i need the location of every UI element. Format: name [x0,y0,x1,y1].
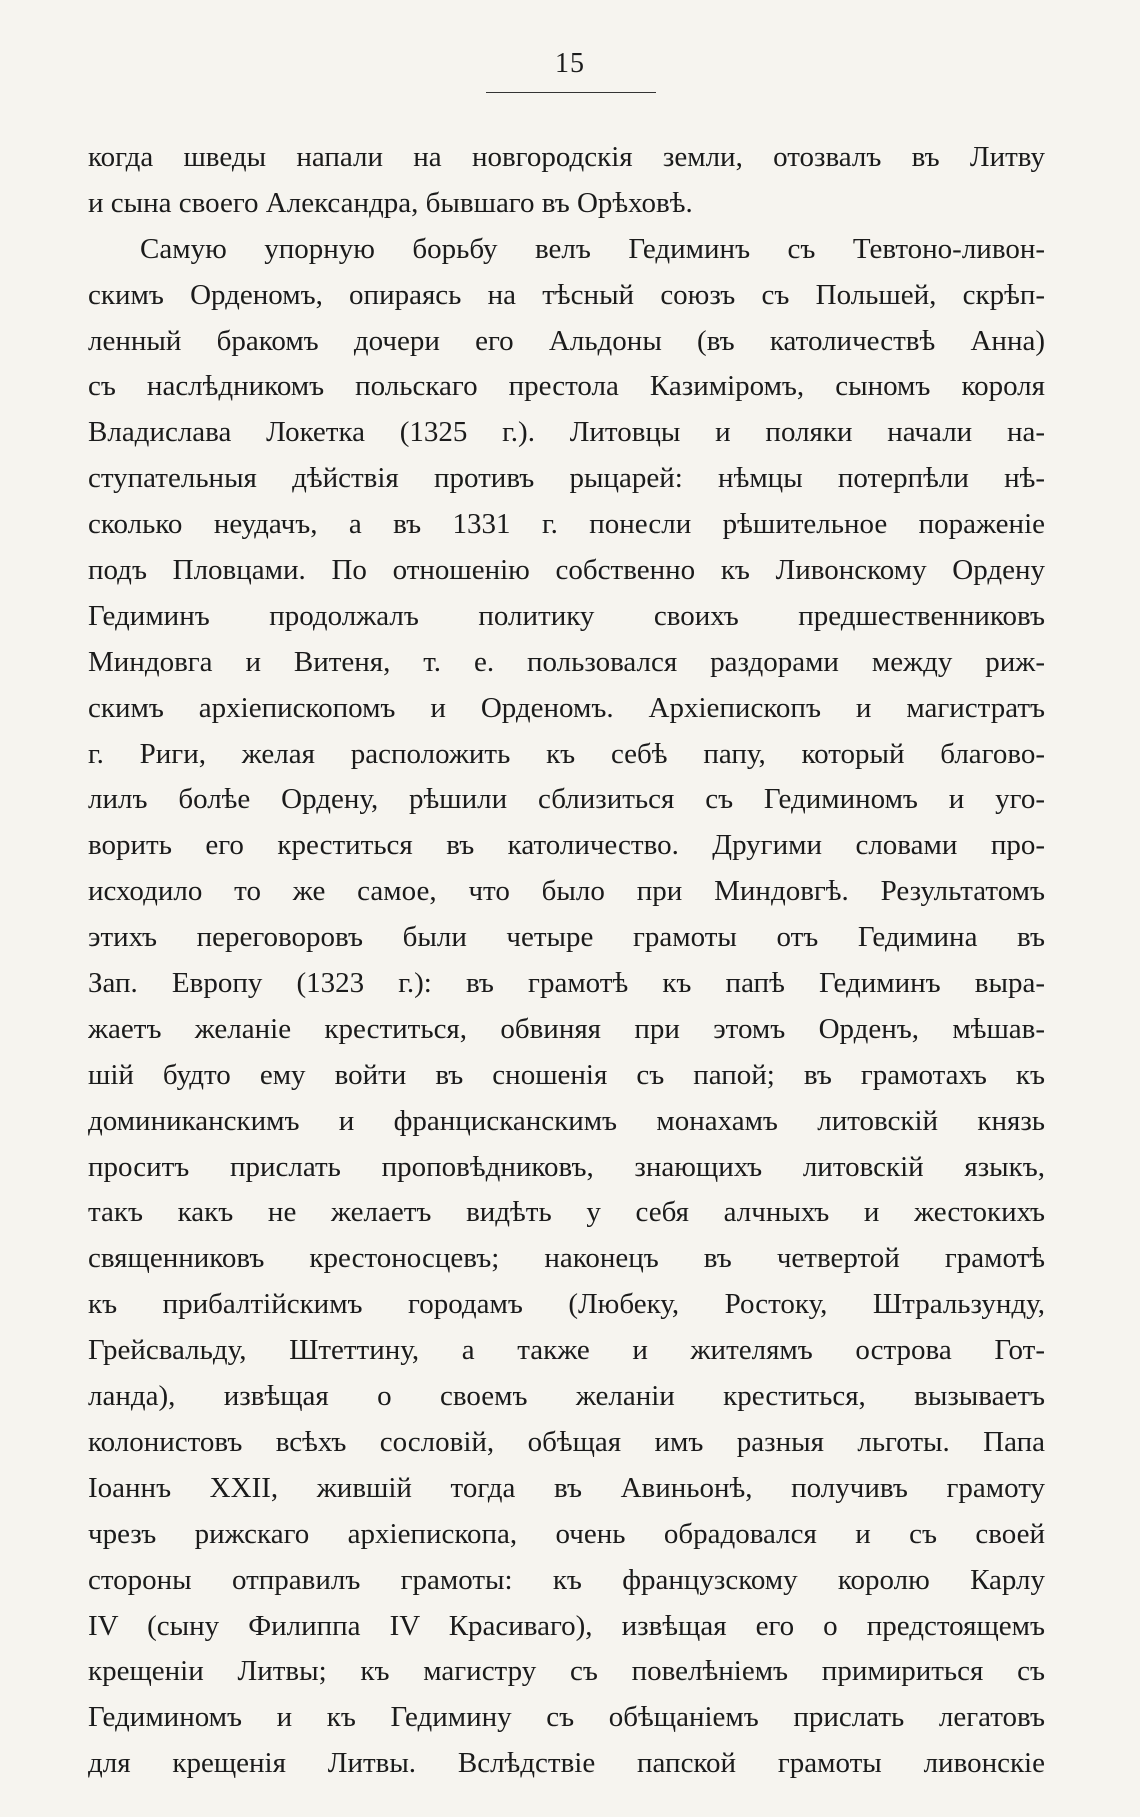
text-line: къ прибалтійскимъ городамъ (Любеку, Ростоку, Штральзунду, [88,1288,1045,1321]
text-line: Гедиминъ продолжалъ политику своихъ предшественниковъ [88,599,1045,632]
body-text [88,135,1045,1787]
text-line: чрезъ рижскаго архіепископа, очень обрадовался и съ своей [88,1517,1045,1550]
text-line: стороны отправилъ грамоты: къ французскому королю Карлу [88,1563,1045,1596]
text-line: исходило то же самое, что было при Миндовгѣ. Результатомъ [88,875,1045,908]
text-line: Владислава Локетка (1325 г.). Литовцы и поляки начали на- [88,416,1045,449]
text-line: такъ какъ не желаетъ видѣть у себя алчныхъ и жестокихъ [88,1196,1045,1229]
text-line: священниковъ крестоносцевъ; наконецъ въ четвертой грамотѣ [88,1242,1045,1275]
text-line: этихъ переговоровъ были четыре грамоты отъ Гедимина въ [88,921,1045,954]
text-line: колонистовъ всѣхъ сословій, обѣщая имъ разныя льготы. Папа [88,1425,1045,1458]
page-number: 15 [555,48,585,79]
text-line: для крещенія Литвы. Вслѣдствіе папской грамоты ливонскіе [88,1747,1045,1780]
text-line: ворить его креститься въ католичество. Другими словами про- [88,829,1045,862]
text-line: Іоаннъ XXII, жившій тогда въ Авиньонѣ, получивъ грамоту [88,1471,1045,1504]
text-line: подъ Пловцами. По отношенію собственно къ Ливонскому Ордену [88,554,1045,587]
text-line: ленный бракомъ дочери его Альдоны (въ католичествѣ Анна) [88,324,1045,357]
text-line: доминиканскимъ и францисканскимъ монахамъ литовскій князь [88,1104,1045,1137]
text-line: IV (сыну Филиппа IV Красиваго), извѣщая его о предстоящемъ [88,1609,1045,1642]
text-line: сколько неудачъ, а въ 1331 г. понесли рѣшительное пораженіе [88,508,1045,541]
text-line: лилъ болѣе Ордену, рѣшили сблизиться съ Гедиминомъ и уго- [88,783,1045,816]
text-line: Зап. Европу (1323 г.): въ грамотѣ къ папѣ Гедиминъ выра- [88,967,1045,1000]
text-line: Гедиминомъ и къ Гедимину съ обѣщаніемъ прислать легатовъ [88,1701,1045,1734]
text-line: жаетъ желаніе креститься, обвиняя при этомъ Орденъ, мѣшав- [88,1012,1045,1045]
text-line: проситъ прислать проповѣдниковъ, знающихъ литовскій языкъ, [88,1150,1045,1183]
text-line: ланда), извѣщая о своемъ желаніи креститься, вызываетъ [88,1380,1045,1413]
text-line: Миндовга и Витеня, т. е. пользовался раздорами между риж- [88,645,1045,678]
text-line: и сына своего Александра, бывшаго въ Орѣховѣ. [88,186,693,219]
text-line: шій будто ему войти въ сношенія съ папой; въ грамотахъ къ [88,1058,1045,1091]
text-line: скимъ архіепископомъ и Орденомъ. Архіепископъ и магистратъ [88,691,1045,724]
header-rule [486,92,656,93]
text-line: крещеніи Литвы; къ магистру съ повелѣніемъ примириться съ [88,1655,1045,1688]
text-line: съ наслѣдникомъ польскаго престола Казиміромъ, сыномъ короля [88,370,1045,403]
text-line: скимъ Орденомъ, опираясь на тѣсный союзъ съ Польшей, скрѣп- [88,278,1045,311]
text-line: Грейсвальду, Штеттину, а также и жителямъ острова Гот- [88,1334,1045,1367]
text-line: когда шведы напали на новгородскія земли, отозвалъ въ Литву [88,141,1045,173]
text-line: ступательныя дѣйствія противъ рыцарей: нѣмцы потерпѣли нѣ- [88,462,1045,495]
text-line: г. Риги, желая расположить къ себѣ папу, который благово- [88,737,1045,770]
text-line: Самую упорную борьбу велъ Гедиминъ съ Тевтоно-ливон- [140,232,1045,265]
